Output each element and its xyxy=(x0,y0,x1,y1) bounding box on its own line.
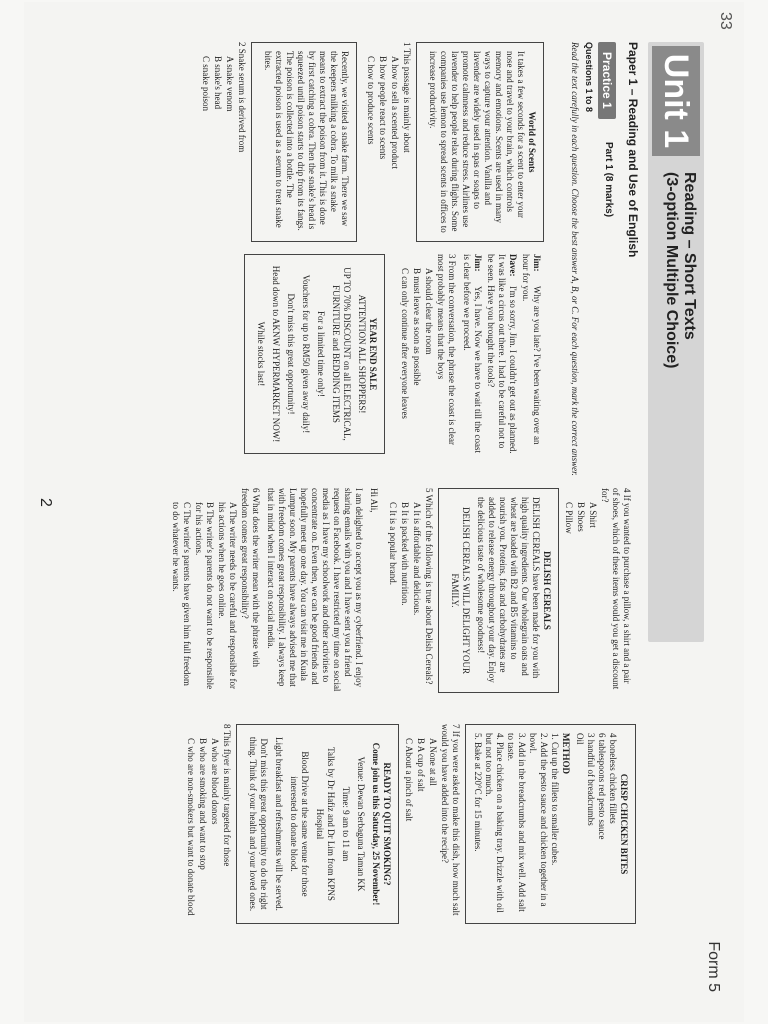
letter-box xyxy=(265,488,379,693)
q5-option-c: C It is a popular brand. xyxy=(388,502,398,585)
q6-option-c: C The writer's parents have given him full freedom to do whatever he wants. xyxy=(171,502,192,686)
dialog-box xyxy=(461,254,542,454)
dialog-line-2 xyxy=(485,254,518,454)
sale-line-6: Head down to AKNW HYPERMARKET NOW! xyxy=(271,265,281,443)
column-4 xyxy=(181,724,636,924)
q1-option-b: B how people react to scents xyxy=(378,56,388,160)
ingredient-2: 6 tablespoons red pesto sauce xyxy=(597,733,607,840)
q3-option-b: B must leave as soon as possible xyxy=(412,268,422,386)
q7-option-b: B A cup of salt xyxy=(416,738,426,792)
cereal-ad-box xyxy=(438,488,559,693)
q1-stem: 1 This passage is mainly about xyxy=(402,42,412,153)
dialog-text-2: I'm so sorry, Jim. I couldn't get out as planned. It was like a circus out there. I had to be careful not to be seen. Have you brought the tools? xyxy=(486,254,518,454)
unit-title xyxy=(662,172,698,632)
q5-stem: 5 Which of the following is true about Delish Cereals? xyxy=(424,488,434,685)
letter-body: I am delighted to accept you as my cyberfriend. I enjoy sharing emails with you and I have sent you a friend request on Facebook. I have restricted my time on social media as I have my schoolwork and other activities to concentrate on. Even then, we can be good friends and hopefully meet up one day. You can visit me in Kuala Lumpur soon. My parents have always advised me that with freedom comes great responsibility. I always keep that in mind when I interact on social media. xyxy=(266,488,364,692)
q2-option-b: B snake's head xyxy=(213,56,223,110)
sale-line-3: For a limited time only! xyxy=(316,311,326,397)
scents-body: It takes a few seconds for a scent to enter your nose and travel to your brain, which controls memory and emotions. Scents are used in many ways to capture your attention. Vanilla and lavender are widely used in spas or soaps to promote calmness and reduce stress. Airlines use lavender to help people relax during flights. Some companies use lemon to spread scents in offices to increase productivity. xyxy=(428,51,526,233)
method-step-2: 2. Add the pesto sauce and chicken together in a bowl. xyxy=(528,733,549,907)
ingredient-3: 3 handful of breadcrumbs xyxy=(586,733,596,826)
q6-stem: 6 What does the writer mean with the phrase with freedom comes great responsibility? xyxy=(240,488,261,668)
column-3 xyxy=(166,488,636,693)
smoking-refreshments: Light breakfast and refreshments will be served. xyxy=(274,737,284,911)
title-line-1: Reading – Short Texts xyxy=(681,172,698,340)
q2-option-c: C snake poison xyxy=(201,56,211,111)
question-8 xyxy=(185,724,232,924)
q7-option-c: C About a pinch of salt xyxy=(404,738,414,822)
cereal-tagline: DELISH CEREALS WILL DELIGHT YOUR FAMILY. xyxy=(450,507,471,674)
q8-option-c: C who are non-smokers but want to donate blood xyxy=(186,738,196,916)
q7-option-a: A None at all xyxy=(428,738,438,786)
ingredient-4: Oil xyxy=(575,733,585,745)
form-label: Form 5 xyxy=(705,941,722,992)
method-step-3: 3. Add in the breadcrumbs and mix well. Add salt to taste. xyxy=(506,733,527,912)
q6-option-b: B The writer's parents do not want to be responsible for his actions. xyxy=(194,502,215,690)
q4-stem: 4 If you wanted to purchase a pillow, a shirt and a pair of shoes, which of these items would you get a discount for? xyxy=(600,488,632,690)
page-marks: 33 xyxy=(717,12,734,30)
method-step-1: 1. Cut up the fillets to smaller cubes. xyxy=(550,733,560,866)
q2-stem: 2 Snake serum is derived from xyxy=(237,42,247,153)
paper-heading: Paper 1 – Reading and Use of English xyxy=(626,42,640,258)
sale-line-2: UP TO 70% DISCOUNT on all ELECTRICAL, FURNITURE and BEDDING ITEMS xyxy=(331,267,352,441)
practice-badge: Practice 1 xyxy=(598,42,616,119)
sale-line-1: ATTENTION ALL SHOPPERS! xyxy=(357,294,367,414)
question-1 xyxy=(365,42,412,242)
snake-body: Recently, we visited a snake farm. There we saw the keepers milking a cobra. To milk a snake means to extract the poison from it. This is done by first catching a cobra. Then the snake's head is squeezed until poison starts to drip from its fangs. The poison is collected into a bottle. The extracted poison is used as a serum to treat snake bites. xyxy=(263,51,350,231)
unit-badge: Unit 1 xyxy=(652,46,700,156)
q5-option-b: B It is packed with nutrition. xyxy=(400,502,410,606)
q3-stem: 3 From the conversation, the phrase the coast is clear most probably means that the boys xyxy=(436,254,457,445)
question-3 xyxy=(399,254,457,454)
page-number: 2 xyxy=(37,498,54,507)
method-step-4: 4. Place chicken on a baking tray. Drizzle with oil but not too much. xyxy=(484,733,505,913)
smoking-time: Time: 9 am to 11 am xyxy=(341,786,351,862)
column-2 xyxy=(244,254,544,454)
recipe-box xyxy=(465,724,636,924)
q8-option-b: B who are smoking and want to stop xyxy=(198,738,208,870)
q6-option-a: A The writer needs to be careful and responsible for his actions when he goes online. xyxy=(217,502,238,690)
q3-option-a: A should clear the room xyxy=(424,268,434,355)
q8-stem: 8 This flyer is mainly targeted for those xyxy=(222,724,232,867)
dialog-line-1 xyxy=(520,254,542,454)
instructions: Read the text carefully in each question. Choose the best answer A, B, or C. For each question, mark the correct answer. xyxy=(570,42,580,476)
questions-range: Questions 1 to 8 xyxy=(584,42,594,113)
snake-text-box xyxy=(251,42,357,242)
question-4 xyxy=(563,488,632,693)
part-label: Part 1 (8 marks) xyxy=(603,142,614,218)
title-line-2: (3-option Multiple Choice) xyxy=(663,172,680,369)
scents-text-box xyxy=(416,42,544,242)
method-heading: METHOD xyxy=(561,733,571,775)
rotated-worksheet xyxy=(24,2,744,1022)
q5-option-a: A It is affordable and delicious. xyxy=(412,502,422,616)
q4-option-c: C Pillow xyxy=(564,502,574,534)
smoking-subtitle: Come join us this Saturday, 25 November! xyxy=(371,742,381,906)
cereal-body: DELISH CEREALS have been made for you with high quality ingredients. Our wholegrain oats and wheat are loaded with B2 and B5 vitamins to nourish you. Proteins, fats and carbohydrates are added to release energy throughout your day. Enjoy the delicious taste of wholesome goodness! xyxy=(476,497,541,683)
question-5 xyxy=(387,488,434,693)
q7-stem: 7 If you were asked to make this dish, how much salt would you have added into the recipe? xyxy=(440,724,461,916)
cereal-title: DELISH CEREALS xyxy=(542,551,552,630)
ingredient-1: 4 boneless chicken fillets xyxy=(608,733,618,824)
speaker-3: Jim: xyxy=(473,254,483,272)
sale-line-5: Don't miss this great opportunity! xyxy=(286,293,296,415)
question-6 xyxy=(170,488,261,693)
q4-option-a: A Shirt xyxy=(588,502,598,528)
speaker-2: Dave: xyxy=(508,254,518,277)
recipe-title: CRISP CHICKEN BITES xyxy=(619,773,629,875)
question-7 xyxy=(403,724,461,924)
smoking-venue: Venue: Dewan Serbaguna Taman KK xyxy=(356,756,366,892)
scents-title: World of Scents xyxy=(527,111,537,173)
sale-line-7: While stocks last! xyxy=(256,321,266,387)
smoking-title: READY TO QUIT SMOKING? xyxy=(382,762,392,886)
smoking-cta: Don't miss this great opportunity to do the right thing. Think of your health and your loved ones. xyxy=(248,736,269,912)
method-step-5: 5. Bake at 220°C for 15 minutes. xyxy=(473,733,483,852)
dialog-text-1: Why are you late? I've been waiting over an hour for you. xyxy=(521,254,542,445)
q8-option-a: A who are blood donors xyxy=(210,738,220,825)
question-2 xyxy=(200,42,247,242)
q1-option-c: C how to produce scents xyxy=(366,56,376,145)
speaker-1: Jim: xyxy=(532,254,542,272)
q1-option-a: A how to sell a scented product xyxy=(390,56,400,169)
dialog-line-3 xyxy=(461,254,483,454)
q2-option-a: A snake venom xyxy=(225,56,235,112)
q3-option-c: C can only continue after everyone leaves xyxy=(400,268,410,419)
q4-option-b: B Shoes xyxy=(576,502,586,532)
smoking-flyer-box xyxy=(236,724,399,924)
sale-title: YEAR END SALE xyxy=(368,317,378,391)
sale-line-4: Vouchers for up to RM50 given away daily! xyxy=(301,274,311,434)
sale-ad-box xyxy=(244,254,385,454)
smoking-blood-drive: Blood Drive at the same venue for those interested to donate blood. xyxy=(289,751,310,897)
dialog-text-3: Yes, I have. Now we have to wait till the coast is clear before we proceed. xyxy=(462,254,483,454)
smoking-talks: Talks by Dr Hafiz and Dr Lim from KPNS Hospital xyxy=(315,747,336,901)
column-1 xyxy=(196,42,544,242)
letter-greeting: Hi Ali, xyxy=(369,488,379,513)
